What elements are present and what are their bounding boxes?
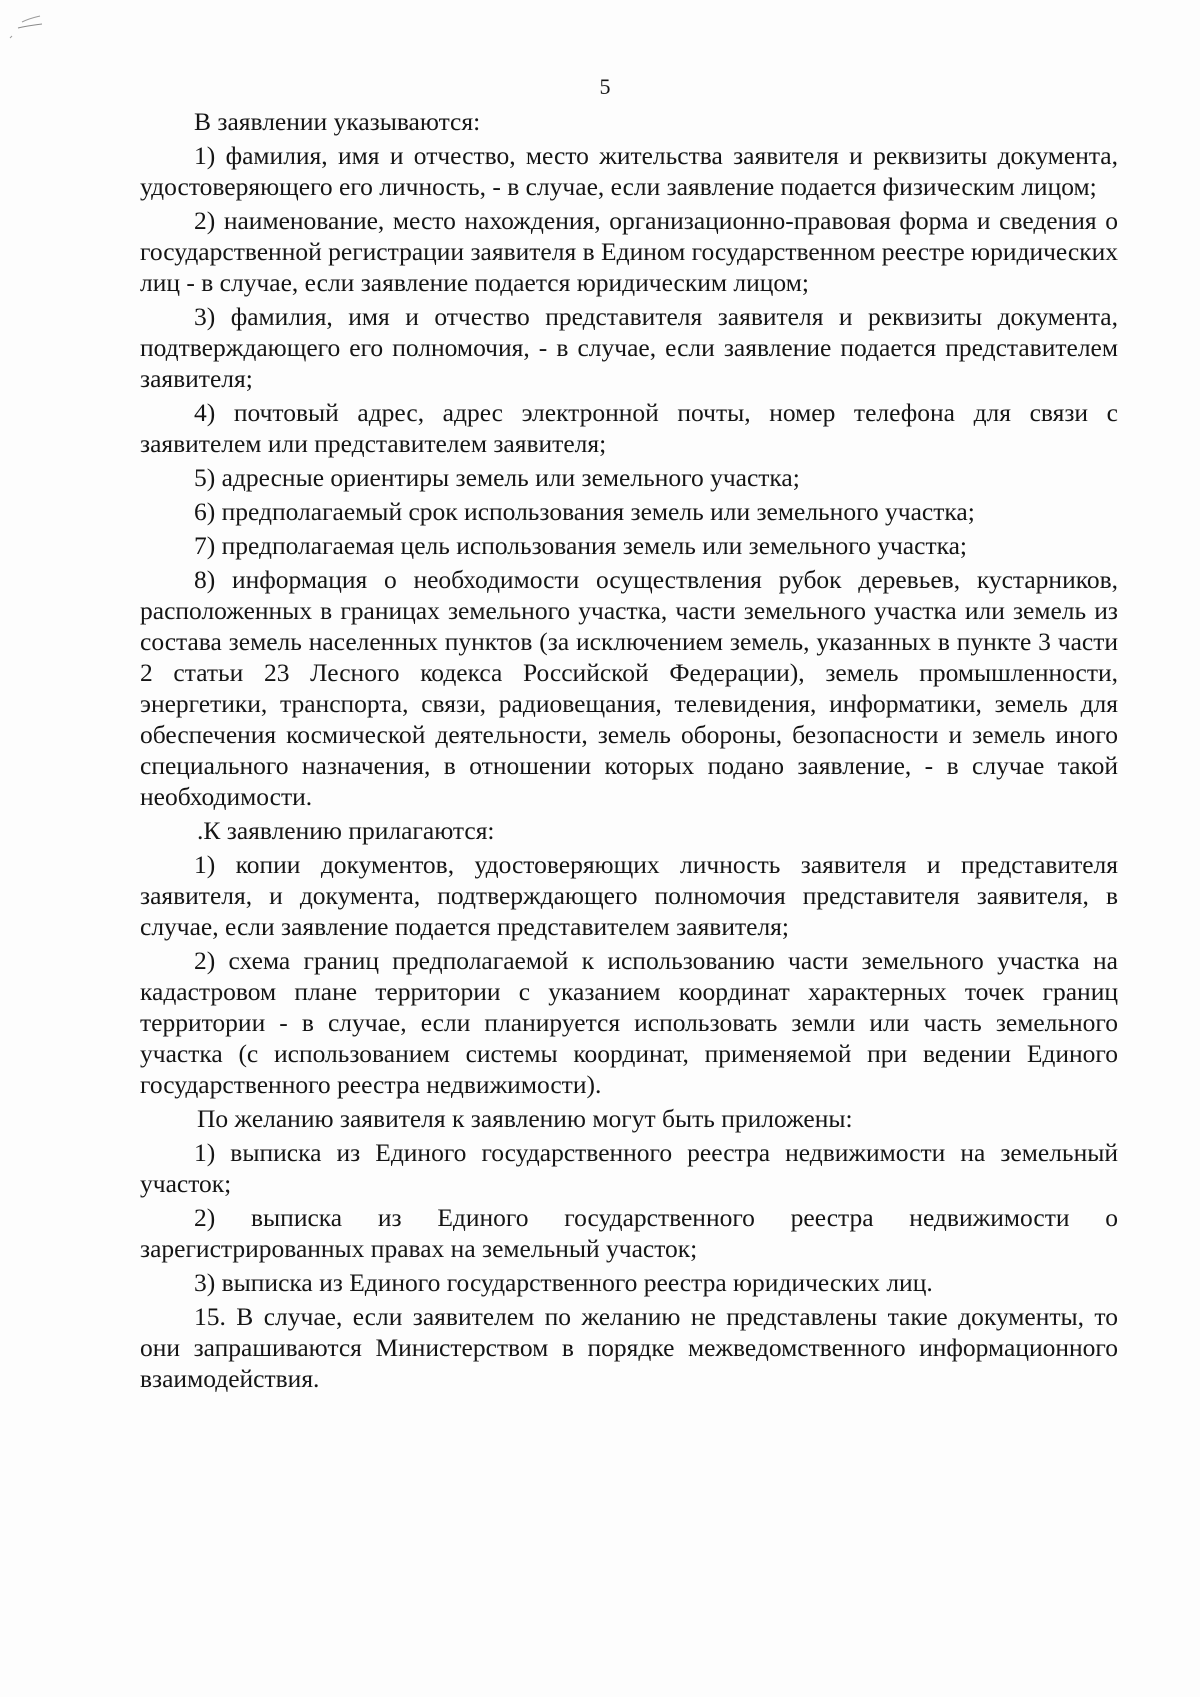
- list-item: 1) копии документов, удостоверяющих личность заявителя и представителя заявителя, и документа, подтверждающего полномочия представителя заявителя, в случае, если заявление подается представителем заявителя;: [140, 850, 1118, 941]
- list-item: 6) предполагаемый срок использования земель или земельного участка;: [194, 497, 975, 526]
- list-item: 2) наименование, место нахождения, организационно-правовая форма и сведения о государственной регистрации заявителя в Едином государственном реестре юридических лиц - в случае, если заявление подается юридическим лицом;: [140, 206, 1118, 297]
- list-item: 1) фамилия, имя и отчество, место жительства заявителя и реквизиты документа, удостоверяющего его личность, - в случае, если заявление подается физическим лицом;: [140, 141, 1118, 201]
- page-number: 5: [599, 74, 611, 99]
- paragraph-clause-15: 15. В случае, если заявителем по желанию не представлены такие документы, то они запрашиваются Министерством в порядке межведомственного информационного взаимодействия.: [140, 1302, 1118, 1393]
- document-body: [140, 106, 1118, 1397]
- list-item: 4) почтовый адрес, адрес электронной почты, номер телефона для связи с заявителем или представителем заявителя;: [140, 398, 1118, 458]
- list-item: 8) информация о необходимости осуществления рубок деревьев, кустарников, расположенных в границах земельного участка, части земельного участка или земель из состава земель населенных пунктов (за исключением земель, указанных в пункте 3 части 2 статьи 23 Лесного кодекса Российской Федерации), земель промышленности, энергетики, транспорта, связи, радиовещания, телевидения, информатики, земель для обеспечения космической деятельности, земель обороны, безопасности и земель иного специального назначения, в отношении которых подано заявление, - в случае такой необходимости.: [140, 565, 1118, 811]
- paragraph-optional-heading: По желанию заявителя к заявлению могут быть приложены:: [197, 1104, 853, 1133]
- list-item: 1) выписка из Единого государственного реестра недвижимости на земельный участок;: [140, 1138, 1118, 1198]
- list-item: 5) адресные ориентиры земель или земельного участка;: [194, 463, 800, 492]
- list-item: 3) выписка из Единого государственного реестра юридических лиц.: [194, 1268, 933, 1297]
- list-item: 2) схема границ предполагаемой к использованию части земельного участка на кадастровом плане территории с указанием координат характерных точек границ территории - в случае, если планируется использовать земли или часть земельного участка (с использованием системы координат, применяемой при ведении Единого государственного реестра недвижимости).: [140, 946, 1118, 1099]
- paragraph-intro: В заявлении указываются:: [194, 107, 481, 136]
- paragraph-attachments-heading: .К заявлению прилагаются:: [197, 816, 495, 845]
- list-item: 7) предполагаемая цель использования земель или земельного участка;: [194, 531, 967, 560]
- list-item: 3) фамилия, имя и отчество представителя заявителя и реквизиты документа, подтверждающего его полномочия, - в случае, если заявление подается представителем заявителя;: [140, 302, 1118, 393]
- scan-artifact-icon: [6, 12, 54, 44]
- list-item: 2) выписка из Единого государственного реестра недвижимости о зарегистрированных правах на земельный участок;: [140, 1203, 1118, 1263]
